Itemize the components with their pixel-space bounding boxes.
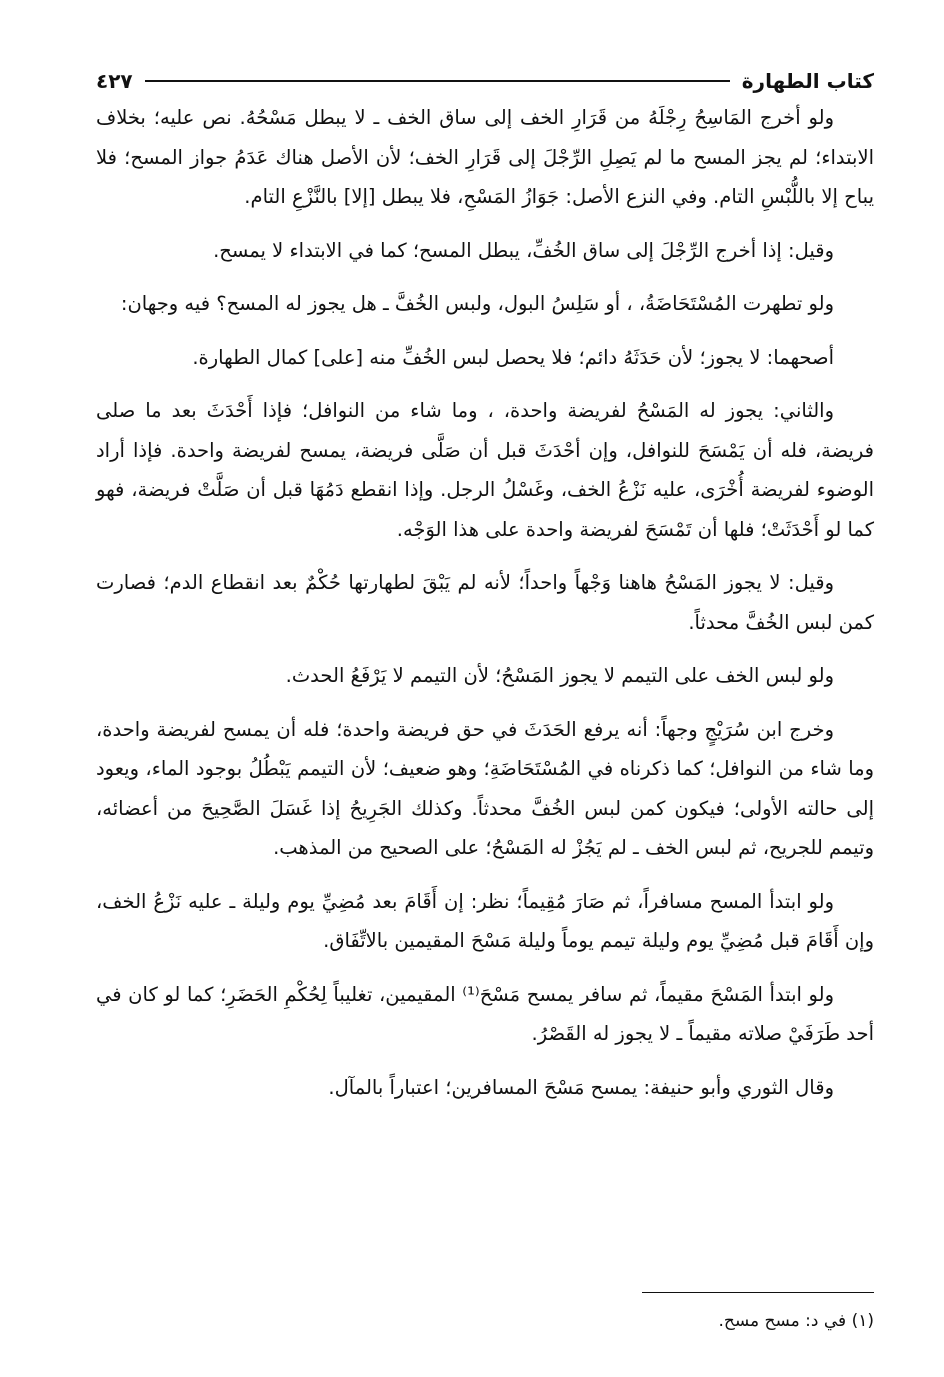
paragraph: ولو أخرج المَاسِحُ رِجْلَهُ من قَرَارِ الخف إلى ساق الخف ـ لا يبطل مَسْحُهُ. نص عليه؛ بخلاف الابتداء؛ لم يجز المسح ما لم يَصِلِ الرِّجْلَ إلى قَرَارِ الخف؛ لأن الأصل هناك عَدَمُ جواز المسح؛ فلا يباح إلا باللُّبْسِ التام. وفي النزع الأصل: جَوَازُ المَسْحِ، فلا يبطل [إلا] بالنَّزْعِ التام. xyxy=(96,106,874,208)
page-number: ٤٢٧ xyxy=(96,69,133,93)
paragraph: وخرج ابن سُرَيْجٍ وجهاً: أنه يرفع الحَدَثَ في حق فريضة واحدة؛ فله أن يمسح لفريضة واحدة، وما شاء من النوافل؛ كما ذكرناه في المُسْتَحَاضَةِ؛ وهو ضعيف؛ لأن التيمم يَبْطُلُ بوجود الماء، ويعود إلى حالته الأولى؛ فيكون كمن لبس الخُفَّ محدثاً. وكذلك الجَرِيحُ إذا غَسَلَ الصَّحِيحَ من أعضائه، وتيمم للجريح، ثم لبس الخف ـ لم يَجُزْ له المَسْحُ؛ على الصحيح من المذهب. xyxy=(96,717,874,859)
paragraph: أصحهما: لا يجوز؛ لأن حَدَثَهُ دائم؛ فلا يحصل لبس الخُفِّ منه [على] كمال الطهارة. xyxy=(192,345,834,369)
paragraph: ولو ابتدأ المسح مسافراً، ثم صَارَ مُقِيماً؛ نظر: إن أَقَامَ بعد مُضِيِّ يوم وليلة ـ عليه نَزْعُ الخف، وإن أَقَامَ قبل مُضِيِّ يوم وليلة تيمم يوماً وليلة مَسْحَ المقيمين بالاتِّفَاق. xyxy=(96,889,874,952)
header-rule xyxy=(145,80,730,82)
chapter-title: كتاب الطهارة xyxy=(741,69,874,93)
paragraph: وقال الثوري وأبو حنيفة: يمسح مَسْحَ المسافرين؛ اعتباراً بالمآل. xyxy=(328,1075,834,1099)
running-header xyxy=(96,64,874,98)
paragraph: ولو ابتدأ المَسْحَ مقيماً، ثم سافر يمسح مَسْحَ⁽¹⁾ المقيمين، تغليباً لِحُكْمِ الحَضَرِ؛ كما لو كان في أحد طَرَفَيْ صلاته مقيماً ـ لا يجوز له القَصْرُ. xyxy=(96,982,874,1045)
paragraph: والثاني: يجوز له المَسْحُ لفريضة واحدة، ، وما شاء من النوافل؛ فإذا أَحْدَثَ بعد ما صلى فريضة، فله أن يَمْسَحَ للنوافل، وإن أحْدَثَ قبل أن صَلَّى فريضة، يمسح لفريضة واحدة. فإذا أراد الوضوء لفريضة أُخْرَى، عليه نَزْعُ الخف، وغَسْلُ الرجل. وإذا انقطع دَمُهَا قبل أن صَلَّتْ فريضة، فهو كما لو أَحْدَثَتْ؛ فلها أن تَمْسَحَ لفريضة واحدة على هذا الوَجْه. xyxy=(96,399,874,541)
main-text xyxy=(96,98,874,1107)
footnote-divider xyxy=(642,1292,874,1293)
paragraph: وقيل: لا يجوز المَسْحُ هاهنا وَجْهاً واحداً؛ لأنه لم يَبْقَ لطهارتها حُكْمٌ بعد انقطاع الدم؛ فصارت كمن لبس الخُفَّ محدثاً. xyxy=(96,571,874,634)
footnote: (١) في د: مسح مسح. xyxy=(718,1311,874,1331)
paragraph: وقيل: إذا أخرج الرِّجْلَ إلى ساق الخُفِّ، يبطل المسح؛ كما في الابتداء لا يمسح. xyxy=(213,238,834,262)
book-page xyxy=(96,64,874,1357)
paragraph: ولو تطهرت المُسْتَحَاضَةُ، ، أو سَلِسُ البول، ولبس الخُفَّ ـ هل يجوز له المسح؟ فيه وجهان: xyxy=(120,292,834,315)
paragraph: ولو لبس الخف على التيمم لا يجوز المَسْحُ؛ لأن التيمم لا يَرْفَعُ الحدث. xyxy=(285,664,834,687)
